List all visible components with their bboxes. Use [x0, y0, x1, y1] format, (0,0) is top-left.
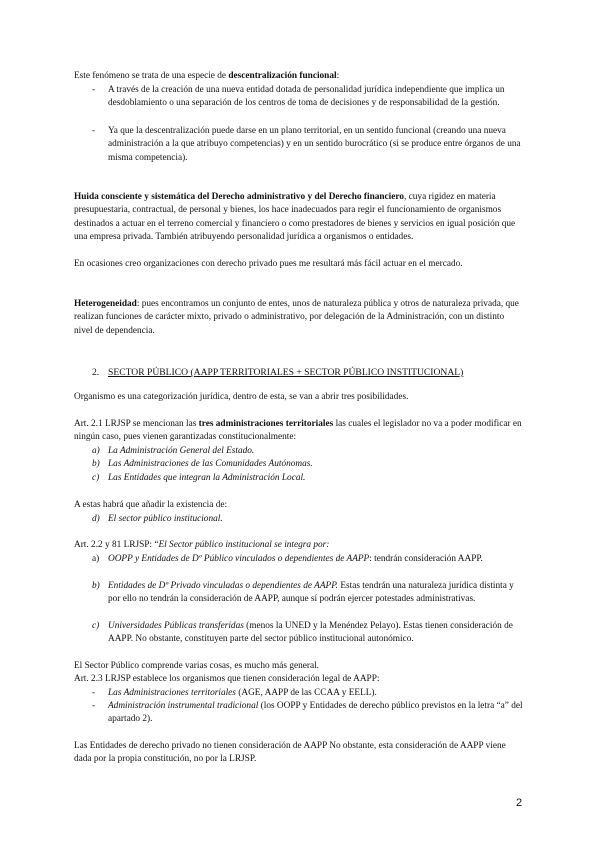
- list-item: a) OOPP y Entidades de Dº Público vinculados o dependientes de AAPP: tendrán consideración AAPP.: [92, 554, 483, 564]
- list-item: c) Las Entidades que integran la Administración Local.: [92, 473, 306, 483]
- list-item: - A través de la creación de una nueva entidad dotada de personalidad jurídica independiente que implica un desdoblamiento o una separación de los centros de toma de decisiones y de responsabilidad de la gestión.: [92, 85, 505, 109]
- section-title: SECTOR PÚBLICO (AAPP TERRITORIALES + SECTOR PÚBLICO INSTITUCIONAL): [108, 367, 464, 378]
- paragraph-descentralizacion: Este fenómeno se trata de una especie de descentralización funcional:: [74, 71, 340, 81]
- term-descentralizacion: descentralización funcional: [228, 71, 337, 81]
- page-number: 2: [516, 797, 523, 809]
- list-item: - Las Administraciones territoriales (AGE, AAPP de las CCAA y EELL).: [92, 688, 377, 698]
- list-item: - Ya que la descentralización puede darse en un plano territorial, en un sentido funcional (creando una nueva administración a la que atribuyo competencias) y en un sentido burocrático (si se produce entre órganos de una misma competencia).: [92, 126, 521, 163]
- paragraph-art-2-3: Art. 2.3 LRJSP establece los organismos que tienen consideración legal de AAPP:: [74, 674, 380, 684]
- paragraph-anadir: A estas habrá que añadir la existencia de:: [74, 500, 228, 510]
- list-item: c) Universidades Públicas transferidas (menos la UNED y la Menéndez Pelayo). Estas tienen consideración de AAPP. No obstante, constituyen parte del sector público institucional autonómico.: [92, 621, 513, 645]
- list-item: a) La Administración General del Estado.: [92, 446, 255, 456]
- paragraph-ocasiones: En ocasiones creo organizaciones con derecho privado pues me resultará más fácil actuar en el mercado.: [74, 259, 463, 269]
- paragraph-sector-publico: El Sector Público comprende varias cosas, es mucho más general.: [74, 661, 320, 671]
- paragraph-art-2-1: Art. 2.1 LRJSP se mencionan las tres administraciones territoriales las cuales el legislador no va a poder modificar en ningún caso, pues vienen garantizadas constitucionalmente:: [74, 419, 522, 443]
- paragraph-organismo: Organismo es una categorización jurídica, dentro de esta, se van a abrir tres posibilidades.: [74, 392, 409, 402]
- paragraph-final: Las Entidades de derecho privado no tienen consideración de AAPP No obstante, esta consideración de AAPP viene dada por la propia constitución, no por la LRJSP.: [74, 741, 506, 765]
- paragraph-huida: Huida consciente y sistemática del Derecho administrativo y del Derecho financiero, cuya rigidez en materia presupuestaria, contractual, de personal y bienes, los hace inadecuados para regir el funcionamiento de organismos destinados a actuar en el terreno comercial y financiero o como prestadores de bienes y servicios en igual posición que una empresa privada. También atribuyendo personalidad jurídica a organismos o entidades.: [74, 192, 516, 243]
- list-item: b) Entidades de Dº Privado vinculadas o dependientes de AAPP. Estas tendrán una naturaleza jurídica distinta y por ello no tendrán la consideración de AAPP, aunque sí podrán ejercer potestades administrativas.: [92, 581, 514, 605]
- list-item: b) Las Administraciones de las Comunidades Autónomas.: [92, 459, 313, 469]
- paragraph-art-2-2: Art. 2.2 y 81 LRJSP: “El Sector público institucional se integra por:: [74, 540, 330, 550]
- list-item: - Administración instrumental tradicional (los OOPP y Entidades de derecho público previstos en la letra “a” del apartado 2).: [92, 701, 523, 725]
- paragraph-heterogeneidad: Heterogeneidad: pues encontramos un conjunto de entes, unos de naturaleza pública y otros de naturaleza privada, que realizan funciones de carácter mixto, privado o administrativo, por delegación de la Administración, con un distinto nivel de dependencia.: [74, 299, 519, 336]
- section-heading: 2. SECTOR PÚBLICO (AAPP TERRITORIALES + SECTOR PÚBLICO INSTITUCIONAL): [92, 367, 464, 378]
- list-item: d) El sector público institucional.: [92, 514, 223, 524]
